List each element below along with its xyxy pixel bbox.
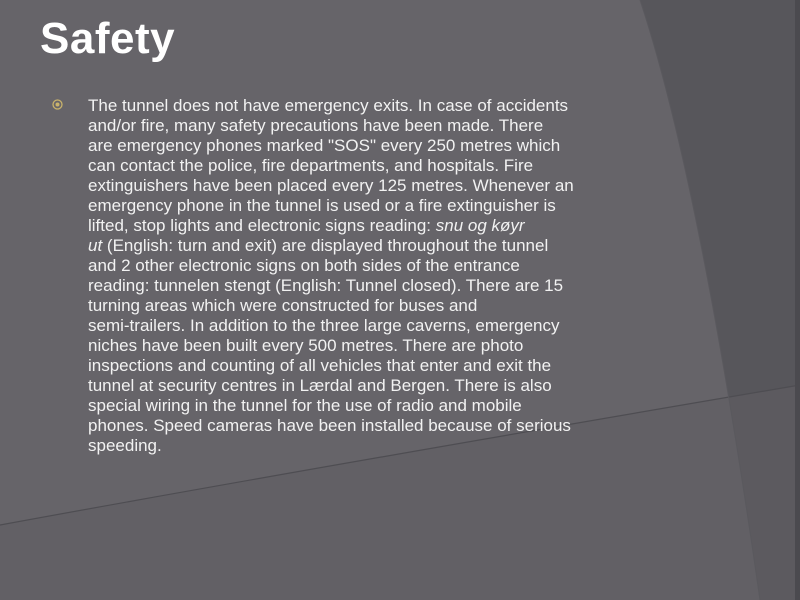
italic-text: snu og køyr bbox=[435, 216, 525, 235]
text-line bbox=[88, 316, 688, 336]
text-line bbox=[88, 416, 688, 436]
text-segment: inspections and counting of all vehicles that enter and exit the bbox=[88, 356, 552, 375]
text-segment: and/or fire, many safety precautions have been made. There bbox=[88, 116, 544, 135]
text-segment: special wiring in the tunnel for the use of radio and mobile bbox=[88, 396, 522, 415]
italic-text: ut bbox=[88, 236, 103, 255]
bullet-text bbox=[88, 96, 688, 456]
text-line bbox=[88, 196, 688, 216]
text-segment: phones. Speed cameras have been installed because of serious bbox=[88, 416, 571, 435]
text-line bbox=[88, 356, 688, 376]
text-segment: extinguishers have been placed every 125 metres. Whenever an bbox=[88, 176, 574, 195]
text-line bbox=[88, 436, 688, 456]
text-segment: speeding. bbox=[88, 436, 162, 455]
text-segment: The tunnel does not have emergency exits. In case of accidents bbox=[88, 96, 569, 115]
text-line bbox=[88, 216, 688, 236]
text-segment: turning areas which were constructed for buses and bbox=[88, 296, 478, 315]
text-line bbox=[88, 376, 688, 396]
circle-bullet-icon bbox=[52, 99, 63, 110]
text-segment: semi-trailers. In addition to the three large caverns, emergency bbox=[88, 316, 560, 335]
text-segment: emergency phone in the tunnel is used or a fire extinguisher is bbox=[88, 196, 556, 215]
text-line bbox=[88, 256, 688, 276]
text-line bbox=[88, 156, 688, 176]
slide-title: Safety bbox=[40, 14, 176, 63]
text-segment: lifted, stop lights and electronic signs reading: bbox=[88, 216, 436, 235]
text-line bbox=[88, 96, 688, 116]
text-line bbox=[88, 336, 688, 356]
text-line bbox=[88, 176, 688, 196]
text-line bbox=[88, 236, 688, 256]
text-segment: and 2 other electronic signs on both sides of the entrance bbox=[88, 256, 520, 275]
text-segment: (English: turn and exit) are displayed throughout the tunnel bbox=[102, 236, 549, 255]
text-segment: niches have been built every 500 metres. There are photo bbox=[88, 336, 524, 355]
text-line bbox=[88, 276, 688, 296]
text-segment: reading: tunnelen stengt (English: Tunnel closed). There are 15 bbox=[88, 276, 564, 295]
text-line bbox=[88, 136, 688, 156]
text-line bbox=[88, 116, 688, 136]
text-line bbox=[88, 296, 688, 316]
text-segment: are emergency phones marked "SOS" every 250 metres which bbox=[88, 136, 561, 155]
text-line bbox=[88, 396, 688, 416]
text-segment: can contact the police, fire departments, and hospitals. Fire bbox=[88, 156, 534, 175]
text-segment: tunnel at security centres in Lærdal and Bergen. There is also bbox=[88, 376, 552, 395]
